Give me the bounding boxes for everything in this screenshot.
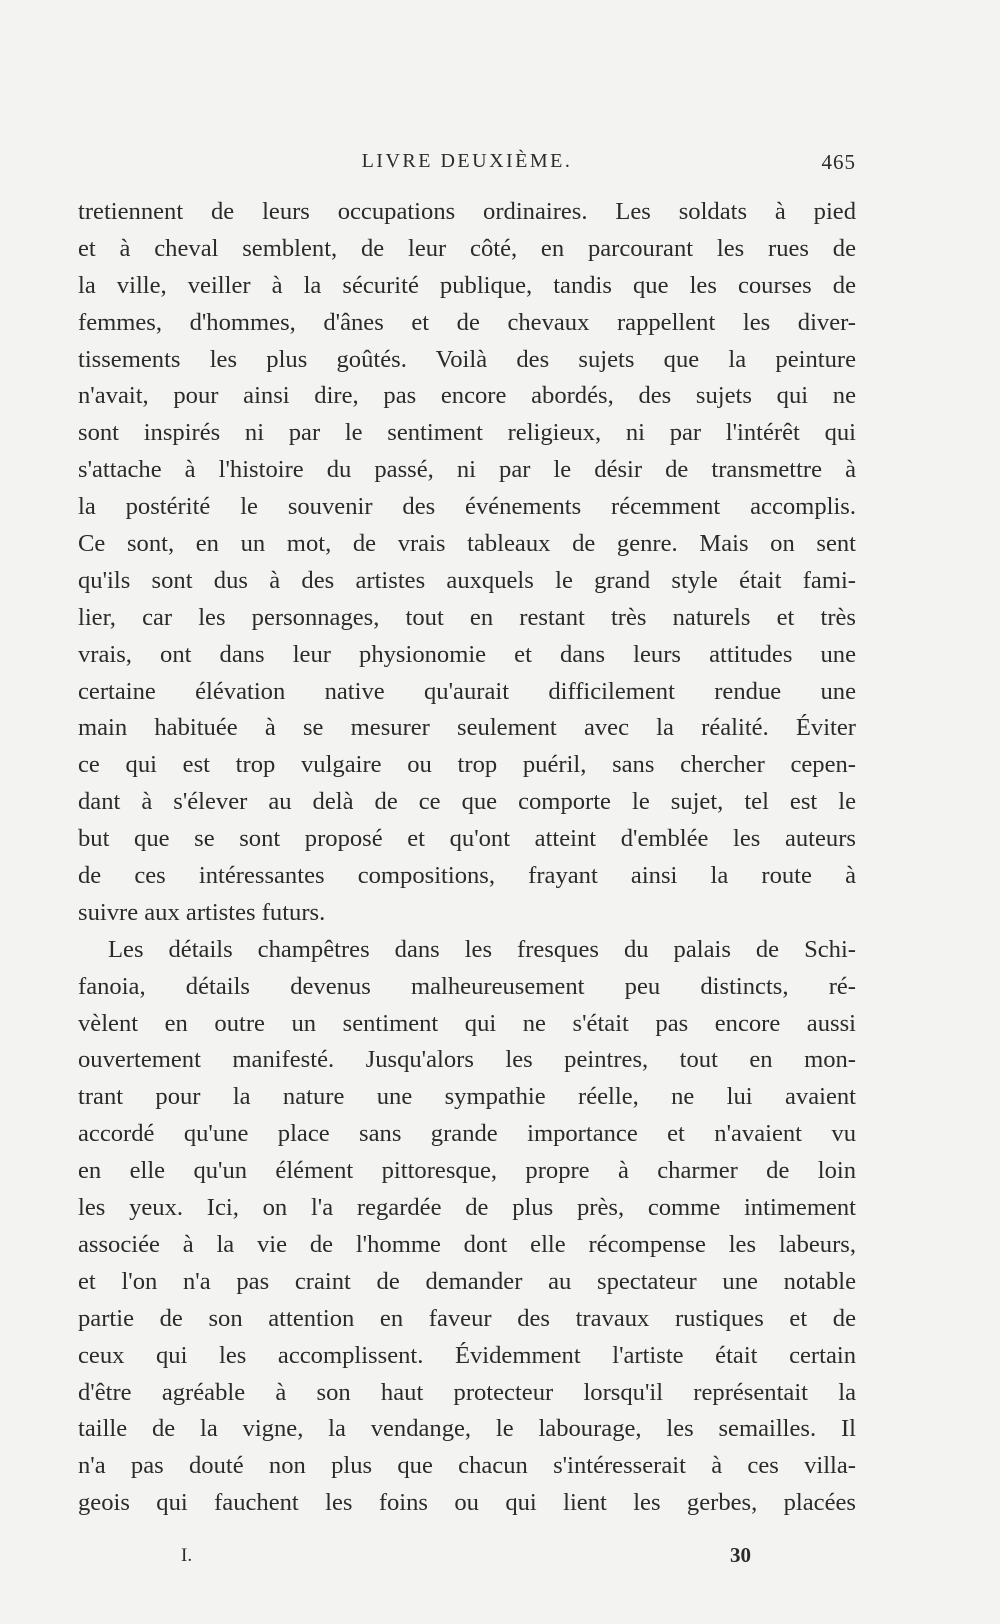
text-line: n'a pas douté non plus que chacun s'intéresserait à ces villa-	[78, 1452, 856, 1480]
text-line: qu'ils sont dus à des artistes auxquels le grand style était fami-	[78, 566, 856, 594]
paragraph-start-line: Les détails champêtres dans les fresques du palais de Schi-	[108, 935, 856, 963]
text-line: et l'on n'a pas craint de demander au spectateur une notable	[78, 1267, 856, 1295]
text-line: associée à la vie de l'homme dont elle récompense les labeurs,	[78, 1230, 856, 1258]
text-line: ceux qui les accomplissent. Évidemment l'artiste était certain	[78, 1341, 856, 1369]
text-line: Ce sont, en un mot, de vrais tableaux de genre. Mais on sent	[78, 530, 856, 558]
text-line: la postérité le souvenir des événements récemment accomplis.	[78, 493, 856, 521]
text-line: tretiennent de leurs occupations ordinaires. Les soldats à pied	[78, 198, 856, 225]
signature-mark: I.	[181, 1545, 193, 1566]
text-line: lier, car les personnages, tout en restant très naturels et très	[78, 603, 856, 631]
text-line: tissements les plus goûtés. Voilà des sujets que la peinture	[78, 345, 856, 373]
text-line: partie de son attention en faveur des travaux rustiques et de	[78, 1304, 856, 1332]
folio-number: 30	[730, 1543, 751, 1567]
text-line: accordé qu'une place sans grande importance et n'avaient vu	[78, 1120, 856, 1148]
text-line: d'être agréable à son haut protecteur lorsqu'il représentait la	[78, 1378, 856, 1406]
paragraph-end-line: suivre aux artistes futurs.	[78, 898, 326, 926]
text-line: n'avait, pour ainsi dire, pas encore abordés, des sujets qui ne	[78, 382, 856, 410]
text-line: vrais, ont dans leur physionomie et dans leurs attitudes une	[78, 640, 856, 668]
text-line: ce qui est trop vulgaire ou trop puéril, sans chercher cepen-	[78, 751, 856, 779]
text-line: vèlent en outre un sentiment qui ne s'était pas encore aussi	[78, 1009, 856, 1037]
running-head	[78, 150, 856, 180]
text-line: certaine élévation native qu'aurait difficilement rendue une	[78, 677, 856, 705]
body-text	[78, 194, 856, 1522]
text-line: s'attache à l'histoire du passé, ni par le désir de transmettre à	[78, 456, 856, 484]
text-line: trant pour la nature une sympathie réelle, ne lui avaient	[78, 1083, 856, 1111]
text-line: ouvertement manifesté. Jusqu'alors les peintres, tout en mon-	[78, 1046, 856, 1074]
text-line: les yeux. Ici, on l'a regardée de plus près, comme intimement	[78, 1194, 856, 1222]
page-number: 465	[821, 150, 856, 174]
text-line: but que se sont proposé et qu'ont atteint d'emblée les auteurs	[78, 825, 856, 853]
text-line: sont inspirés ni par le sentiment religieux, ni par l'intérêt qui	[78, 419, 856, 447]
text-line: en elle qu'un élément pittoresque, propre à charmer de loin	[78, 1157, 856, 1185]
text-line: et à cheval semblent, de leur côté, en parcourant les rues de	[78, 234, 856, 262]
text-line: fanoia, détails devenus malheureusement peu distincts, ré-	[78, 972, 856, 1000]
text-line: de ces intéressantes compositions, frayant ainsi la route à	[78, 862, 856, 890]
text-line: geois qui fauchent les foins ou qui lient les gerbes, placées	[78, 1489, 856, 1517]
text-line: taille de la vigne, la vendange, le labourage, les semailles. Il	[78, 1415, 856, 1443]
text-line: femmes, d'hommes, d'ânes et de chevaux rappellent les diver-	[78, 308, 856, 336]
text-line: dant à s'élever au delà de ce que comporte le sujet, tel est le	[78, 788, 856, 816]
text-line: la ville, veiller à la sécurité publique, tandis que les courses de	[78, 271, 856, 299]
text-line: main habituée à se mesurer seulement avec la réalité. Éviter	[78, 714, 856, 742]
running-title: LIVRE DEUXIÈME.	[361, 150, 573, 172]
